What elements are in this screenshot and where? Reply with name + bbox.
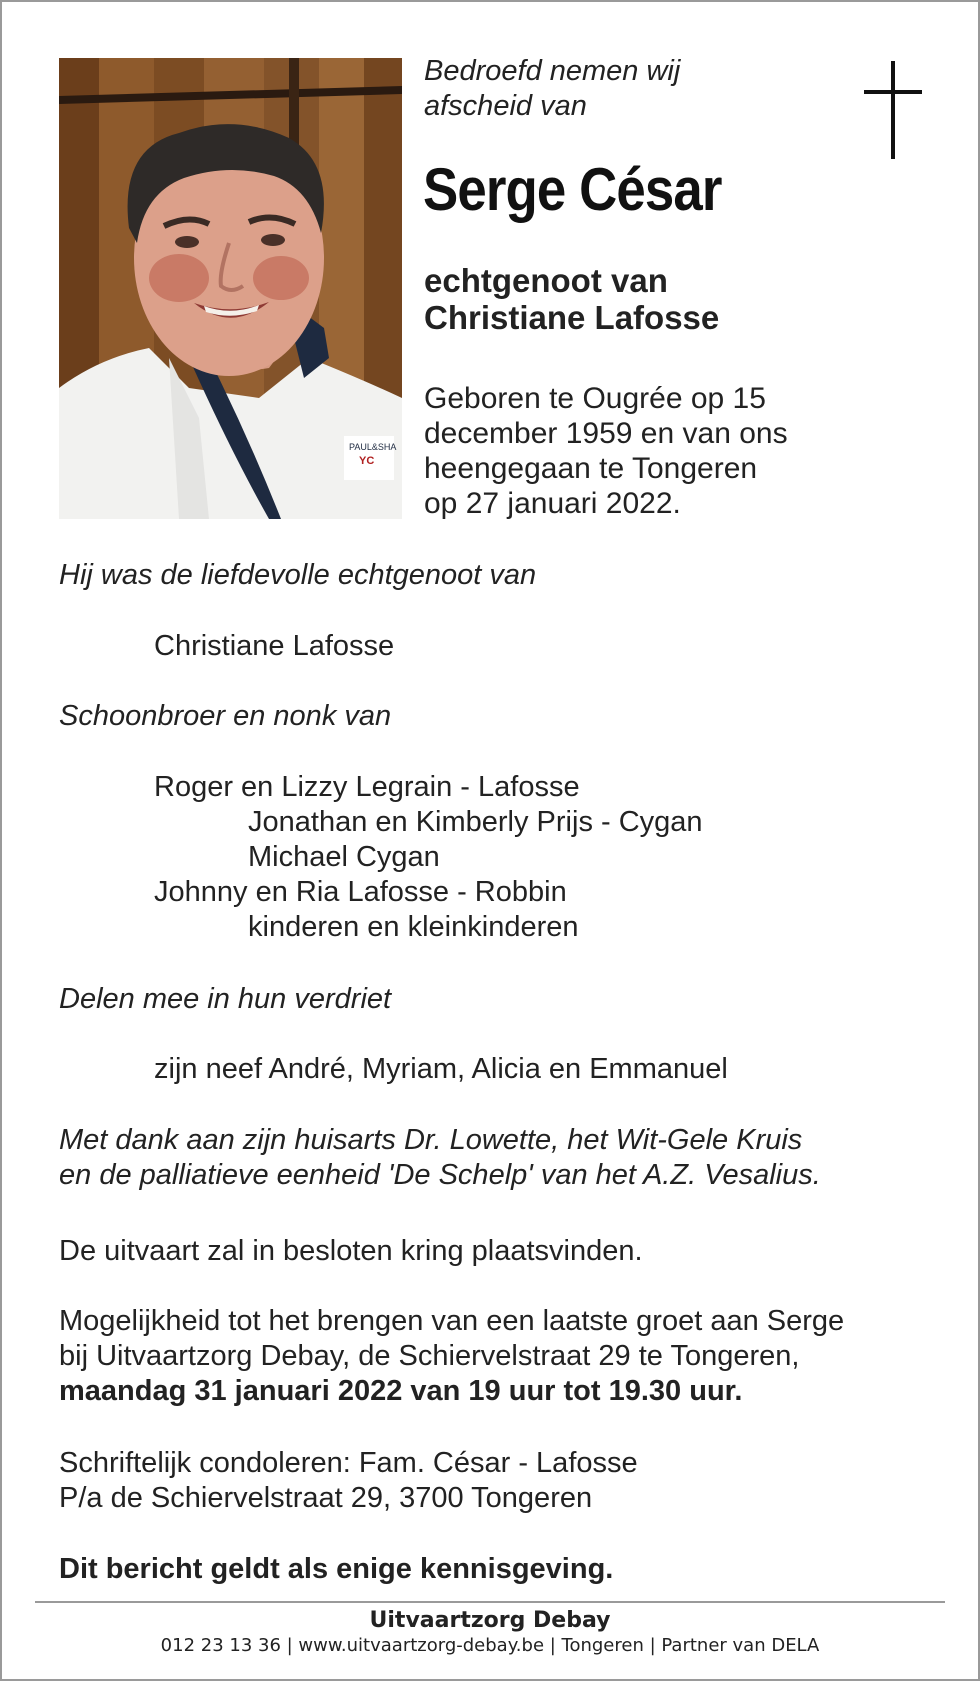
visit-line-1: Mogelijkheid tot het brengen van een laatste groet aan Serge xyxy=(59,1305,845,1337)
portrait-illustration xyxy=(59,58,402,519)
visit-datetime: maandag 31 januari 2022 van 19 uur tot 19.30 uur. xyxy=(59,1375,743,1407)
intro-line-1: Bedroefd nemen wij xyxy=(424,55,681,87)
funeral-notice: De uitvaart zal in besloten kring plaatsvinden. xyxy=(59,1235,643,1267)
family-member: kinderen en kleinkinderen xyxy=(248,911,579,943)
svg-text:YC: YC xyxy=(359,455,375,467)
spouse-line-1: echtgenoot van xyxy=(424,262,668,299)
visit-line-2: bij Uitvaartzorg Debay, de Schiervelstraat 29 te Tongeren, xyxy=(59,1340,800,1372)
spouse-summary xyxy=(424,262,719,336)
svg-text:PAUL&SHA: PAUL&SHA xyxy=(349,442,397,452)
condolence-line-1: Schriftelijk condoleren: Fam. César - Lafosse xyxy=(59,1447,638,1479)
share-names: zijn neef André, Myriam, Alicia en Emmanuel xyxy=(154,1053,728,1085)
family-member: Michael Cygan xyxy=(248,841,440,873)
notice-statement: Dit bericht geldt als enige kennisgeving. xyxy=(59,1553,614,1585)
spouse-name: Christiane Lafosse xyxy=(154,630,395,662)
condolence-line-2: P/a de Schiervelstraat 29, 3700 Tongeren xyxy=(59,1482,593,1514)
footer-divider xyxy=(35,1601,945,1603)
deceased-name: Serge César xyxy=(423,156,722,223)
share-heading: Delen mee in hun verdriet xyxy=(59,983,392,1015)
portrait-photo xyxy=(59,58,402,519)
thanks-line-2: en de palliatieve eenheid 'De Schelp' van het A.Z. Vesalius. xyxy=(59,1159,821,1191)
birth-line-2: december 1959 en van ons xyxy=(424,417,788,450)
thanks-line-1: Met dank aan zijn huisarts Dr. Lowette, het Wit-Gele Kruis xyxy=(59,1124,803,1156)
family-heading: Schoonbroer en nonk van xyxy=(59,700,392,732)
family-member: Johnny en Ria Lafosse - Robbin xyxy=(154,876,567,908)
cross-icon xyxy=(864,61,922,159)
intro-line-2: afscheid van xyxy=(424,90,587,122)
birth-line-4: op 27 januari 2022. xyxy=(424,487,681,520)
intro-text xyxy=(424,54,680,124)
funeral-home-contact: 012 23 13 36 | www.uitvaartzorg-debay.be | Tongeren | Partner van DELA xyxy=(160,1635,820,1656)
birth-line-1: Geboren te Ougrée op 15 xyxy=(424,382,766,415)
funeral-home-name: Uitvaartzorg Debay xyxy=(369,1608,611,1633)
spouse-heading: Hij was de liefdevolle echtgenoot van xyxy=(59,559,537,591)
birth-death-info xyxy=(424,381,824,521)
birth-line-3: heengegaan te Tongeren xyxy=(424,452,758,485)
family-member: Jonathan en Kimberly Prijs - Cygan xyxy=(248,806,703,838)
family-member: Roger en Lizzy Legrain - Lafosse xyxy=(154,771,580,803)
spouse-line-2: Christiane Lafosse xyxy=(424,299,720,336)
